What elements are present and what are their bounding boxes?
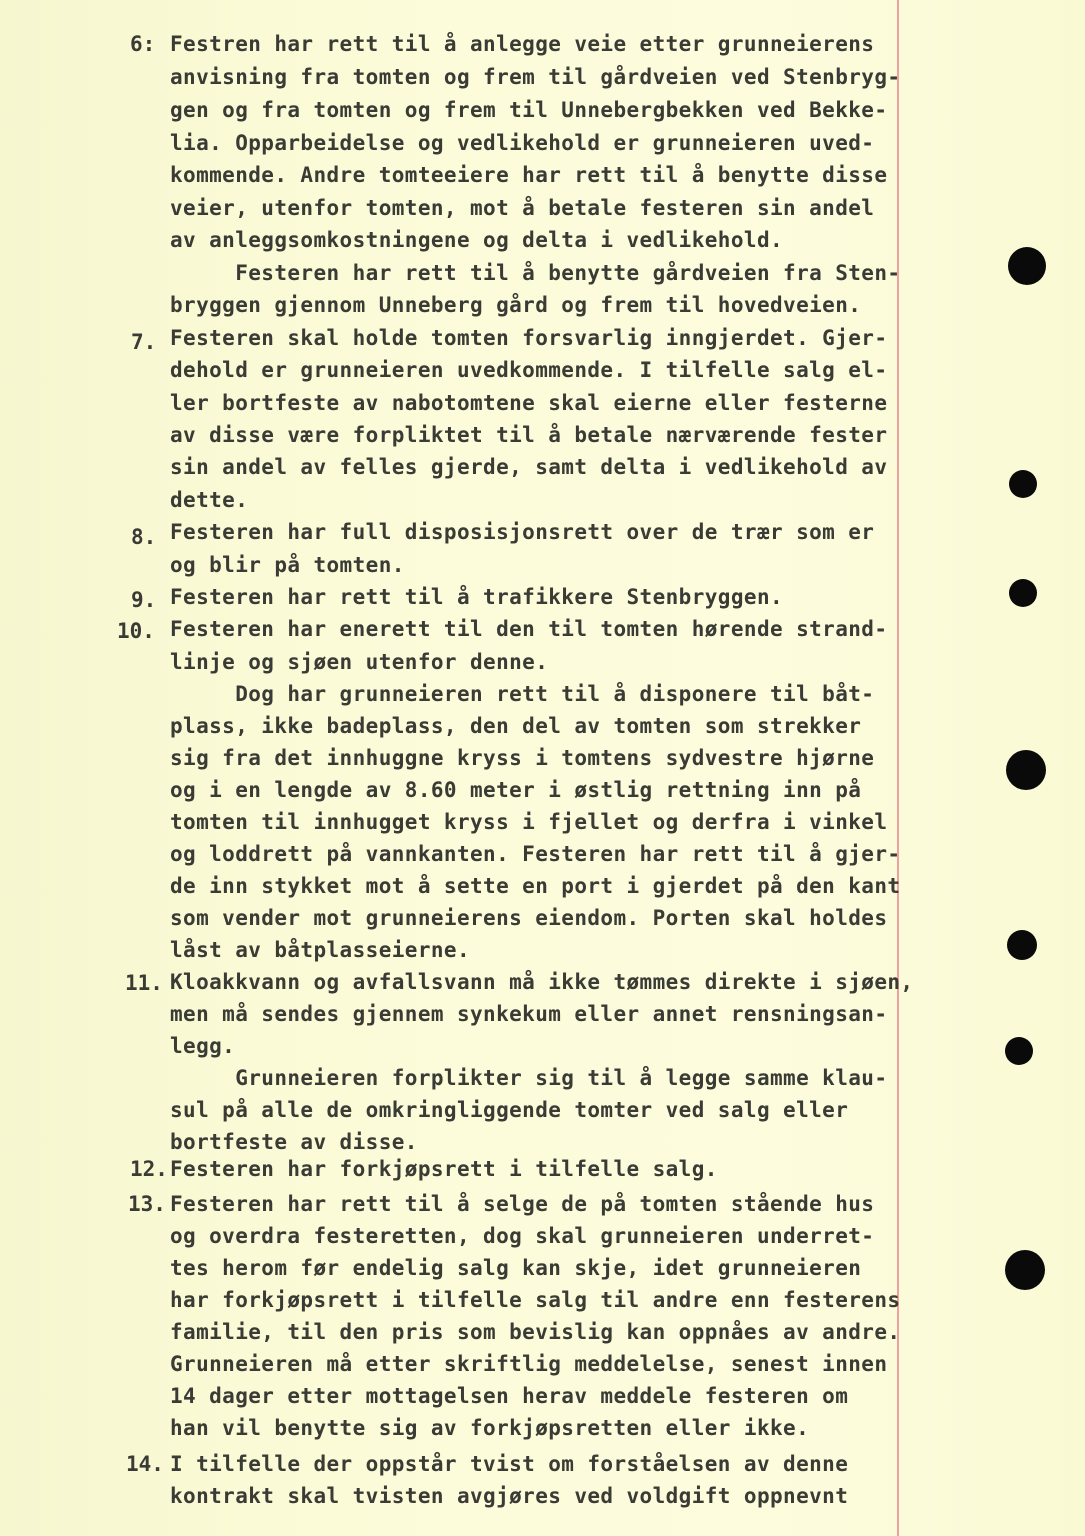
text-line: tes herom før endelig salg kan skje, idet grunneieren — [170, 1256, 862, 1280]
paragraph-number: 12. — [130, 1157, 168, 1181]
paragraph-number: 6: — [130, 32, 156, 56]
text-line: 14 dager etter mottagelsen herav meddele festeren om — [170, 1384, 849, 1408]
text-line: har forkjøpsrett i tilfelle salg til andre enn festerens — [170, 1288, 901, 1312]
text-line: kontrakt skal tvisten avgjøres ved voldgift oppnevnt — [170, 1484, 849, 1508]
text-line: Festeren skal holde tomten forsvarlig inngjerdet. Gjer- — [170, 326, 888, 350]
punch-hole — [1006, 750, 1046, 790]
text-line: låst av båtplasseierne. — [170, 938, 470, 962]
paragraph-number: 13. — [128, 1192, 166, 1216]
punch-hole — [1007, 930, 1037, 960]
text-line: av disse være forpliktet til å betale nærværende fester — [170, 423, 888, 447]
text-line: dette. — [170, 488, 249, 512]
paragraph-number: 10. — [117, 619, 155, 643]
text-line: anvisning fra tomten og frem til gårdveien ved Stenbryg- — [170, 65, 901, 89]
text-line: plass, ikke badeplass, den del av tomten som strekker — [170, 714, 862, 738]
text-line: Festeren har full disposisjonsrett over de trær som er — [170, 520, 875, 544]
text-line: I tilfelle der oppstår tvist om forståelsen av denne — [170, 1452, 849, 1476]
text-line: Festeren har rett til å trafikkere Stenbryggen. — [170, 585, 784, 609]
text-line: linje og sjøen utenfor denne. — [170, 650, 549, 674]
text-line: Grunneieren forplikter sig til å legge samme klau- — [170, 1066, 888, 1090]
text-line: familie, til den pris som bevislig kan oppnåes av andre. — [170, 1320, 901, 1344]
text-line: dehold er grunneieren uvedkommende. I tilfelle salg el- — [170, 358, 888, 382]
text-line: Festeren har rett til å benytte gårdveien fra Sten- — [170, 261, 901, 285]
text-line: Grunneieren må etter skriftlig meddelelse, senest innen — [170, 1352, 888, 1376]
paragraph-number: 7. — [131, 330, 157, 354]
text-line: av anleggsomkostningene og delta i vedlikehold. — [170, 228, 784, 252]
text-line: og overdra festeretten, dog skal grunneieren underret- — [170, 1224, 875, 1248]
text-line: Kloakkvann og avfallsvann må ikke tømmes direkte i sjøen, — [170, 970, 914, 994]
text-line: men må sendes gjennem synkekum eller annet rensningsan- — [170, 1002, 888, 1026]
text-line: kommende. Andre tomteeiere har rett til å benytte disse — [170, 163, 888, 187]
text-line: sig fra det innhuggne kryss i tomtens sydvestre hjørne — [170, 746, 875, 770]
punch-hole — [1005, 1037, 1033, 1065]
punch-hole — [1009, 470, 1037, 498]
paragraph-number: 9. — [131, 588, 157, 612]
text-line: Festeren har forkjøpsrett i tilfelle salg. — [170, 1157, 718, 1181]
paragraph-number: 11. — [125, 971, 163, 995]
text-line: tomten til innhugget kryss i fjellet og derfra i vinkel — [170, 810, 888, 834]
text-line: gen og fra tomten og frem til Unnebergbekken ved Bekke- — [170, 98, 888, 122]
text-line: lia. Opparbeidelse og vedlikehold er grunneieren uved- — [170, 131, 875, 155]
punch-hole — [1008, 247, 1046, 285]
text-line: ler bortfeste av nabotomtene skal eierne eller festerne — [170, 391, 888, 415]
text-line: de inn stykket mot å sette en port i gjerdet på den kant — [170, 874, 901, 898]
text-line: han vil benytte sig av forkjøpsretten eller ikke. — [170, 1416, 810, 1440]
text-line: veier, utenfor tomten, mot å betale festeren sin andel — [170, 196, 875, 220]
text-line: Festren har rett til å anlegge veie etter grunneierens — [170, 32, 875, 56]
text-line: og loddrett på vannkanten. Festeren har rett til å gjer- — [170, 842, 901, 866]
text-line: Festeren har enerett til den til tomten hørende strand- — [170, 617, 888, 641]
text-line: Festeren har rett til å selge de på tomten stående hus — [170, 1192, 875, 1216]
punch-hole — [1009, 579, 1037, 607]
text-line: sin andel av felles gjerde, samt delta i vedlikehold av — [170, 455, 888, 479]
punch-hole — [1005, 1250, 1045, 1290]
text-line: sul på alle de omkringliggende tomter ved salg eller — [170, 1098, 849, 1122]
text-line: bryggen gjennom Unneberg gård og frem til hovedveien. — [170, 293, 862, 317]
paragraph-number: 8. — [131, 525, 157, 549]
text-line: bortfeste av disse. — [170, 1130, 418, 1154]
text-line: som vender mot grunneierens eiendom. Porten skal holdes — [170, 906, 888, 930]
text-line: Dog har grunneieren rett til å disponere til båt- — [170, 682, 875, 706]
text-line: og blir på tomten. — [170, 553, 405, 577]
text-line: legg. — [170, 1034, 236, 1058]
paragraph-number: 14. — [126, 1452, 164, 1476]
text-line: og i en lengde av 8.60 meter i østlig rettning inn på — [170, 778, 862, 802]
